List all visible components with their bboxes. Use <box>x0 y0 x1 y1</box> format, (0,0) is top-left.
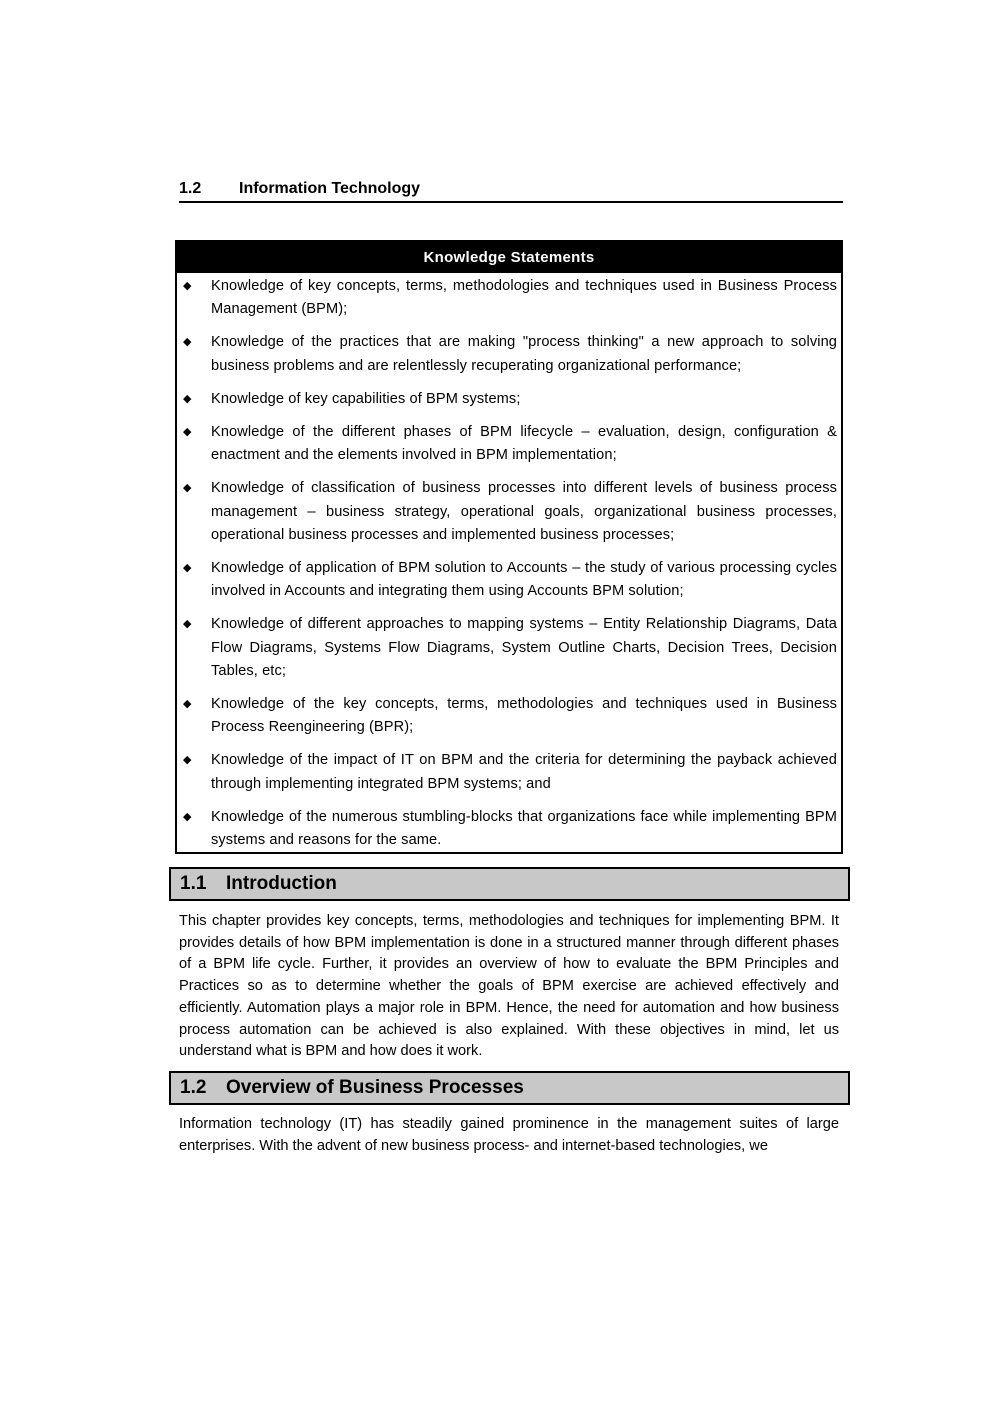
list-item: ◆ Knowledge of the numerous stumbling-blocks that organizations face while implementing BPM systems and reasons for the same. <box>183 806 837 852</box>
section-title: Overview of Business Processes <box>226 1077 524 1098</box>
diamond-bullet-icon: ◆ <box>183 810 192 823</box>
diamond-bullet-icon: ◆ <box>183 562 192 575</box>
diamond-bullet-icon: ◆ <box>183 754 192 767</box>
diamond-bullet-icon: ◆ <box>183 426 192 439</box>
list-item: ◆ Knowledge of the key concepts, terms, methodologies and techniques used in Business Process Reengineering (BPR); <box>183 693 837 739</box>
knowledge-statements-header: Knowledge Statements <box>177 242 841 273</box>
diamond-bullet-icon: ◆ <box>183 392 192 405</box>
overview-paragraph: Information technology (IT) has steadily gained prominence in the management suites of large enterprises. With the advent of new business process- and internet-based technologies, we <box>179 1116 839 1154</box>
diamond-bullet-icon: ◆ <box>183 618 192 631</box>
knowledge-statements-box <box>175 240 843 854</box>
section-title: Introduction <box>226 873 337 894</box>
list-item: ◆ Knowledge of different approaches to mapping systems – Entity Relationship Diagrams, Data Flow Diagrams, Systems Flow Diagrams, System Outline Charts, Decision Trees, Decision Tables, etc; <box>183 613 837 683</box>
diamond-bullet-icon: ◆ <box>183 482 192 495</box>
introduction-paragraph: This chapter provides key concepts, terms, methodologies and techniques for implementing BPM. It provides details of how BPM implementation is done in a structured manner through different phases of a BPM life cycle. Further, it provides an overview of how to evaluate the BPM Principles and Practices so as to determine whether the goals of BPM exercise are achieved effectively and efficiently. Automation plays a major role in BPM. Hence, the need for automation and how business process automation can be achieved is also explained. With these objectives in mind, let us understand what is BPM and how does it work. <box>179 913 839 1060</box>
section-heading-introduction <box>169 867 850 901</box>
section-heading-overview <box>169 1071 850 1105</box>
diamond-bullet-icon: ◆ <box>183 698 192 711</box>
section-number: 1.1 <box>180 873 207 894</box>
knowledge-statements-list <box>177 275 841 852</box>
list-item: ◆ Knowledge of key concepts, terms, methodologies and techniques used in Business Process Management (BPM); <box>183 275 837 321</box>
section-number: 1.2 <box>180 1077 207 1098</box>
page-number: 1.2 <box>179 180 202 197</box>
list-item: ◆ Knowledge of the different phases of BPM lifecycle – evaluation, design, configuration & enactment and the elements involved in BPM implementation; <box>183 421 837 467</box>
running-head-title: Information Technology <box>239 180 421 197</box>
list-item: ◆ Knowledge of the impact of IT on BPM and the criteria for determining the payback achieved through implementing integrated BPM systems; and <box>183 749 837 795</box>
list-item: ◆ Knowledge of application of BPM solution to Accounts – the study of various processing cycles involved in Accounts and integrating them using Accounts BPM solution; <box>183 557 837 603</box>
diamond-bullet-icon: ◆ <box>183 336 192 349</box>
diamond-bullet-icon: ◆ <box>183 280 192 292</box>
list-item: ◆ Knowledge of key capabilities of BPM systems; <box>183 388 837 411</box>
running-head <box>179 180 843 203</box>
list-item: ◆ Knowledge of the practices that are making "process thinking" a new approach to solving business problems and are relentlessly recuperating organizational performance; <box>183 331 837 377</box>
list-item: ◆ Knowledge of classification of business processes into different levels of business process management – business strategy, operational goals, organizational business processes, operational business processes and implemented business processes; <box>183 477 837 547</box>
